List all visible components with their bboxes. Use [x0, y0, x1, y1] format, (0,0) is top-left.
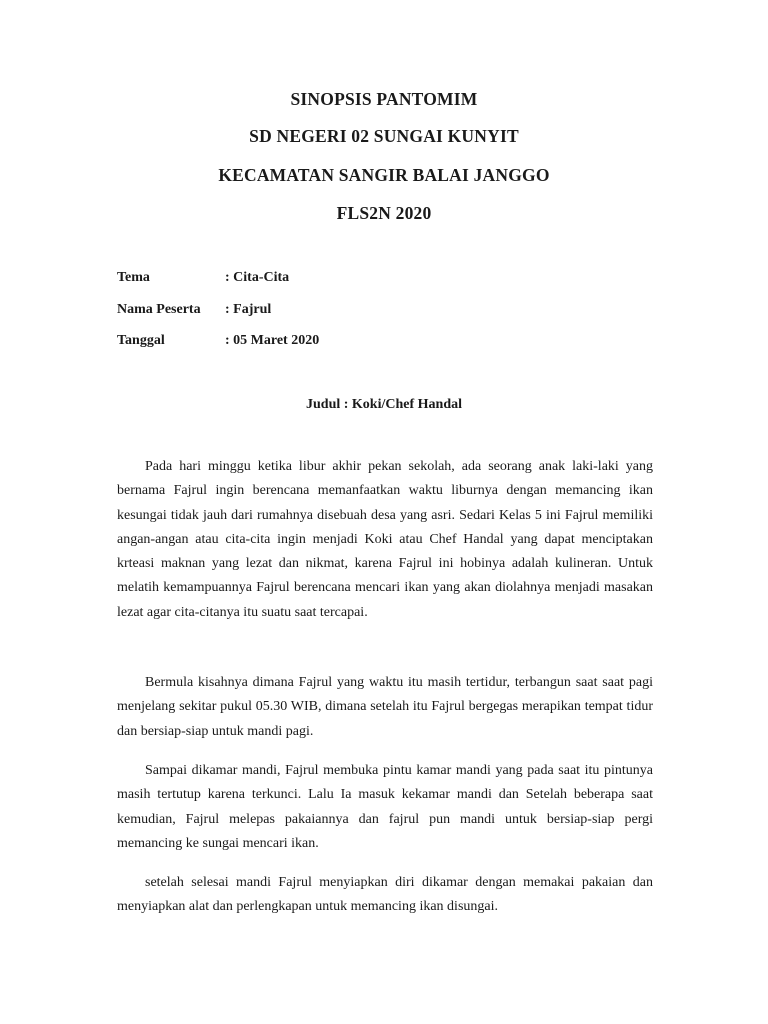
meta-label: Tanggal [117, 333, 165, 348]
meta-row-nama-peserta [117, 302, 271, 318]
meta-value: : 05 Maret 2020 [225, 333, 320, 348]
paragraph-2: Bermula kisahnya dimana Fajrul yang waktu itu masih tertidur, terbangun saat saat pagi menjelang sekitar pukul 05.30 WIB, dimana setelah itu Fajrul bergegas merapikan tempat tidur dan bersiap-siap untuk mandi pagi. [117, 675, 653, 739]
meta-row-tanggal [117, 333, 319, 349]
paragraph-4: setelah selesai mandi Fajrul menyiapkan diri dikamar dengan memakai pakaian dan menyiapkan alat dan perlengkapan untuk memancing ikan disungai. [117, 875, 653, 915]
title-line-1: SINOPSIS PANTOMIM [290, 89, 478, 109]
meta-row-tema [117, 270, 289, 286]
meta-value: : Cita-Cita [225, 270, 290, 285]
title-line-3: KECAMATAN SANGIR BALAI JANGGO [218, 165, 550, 185]
meta-value: : Fajrul [225, 302, 272, 317]
meta-label: Nama Peserta [117, 302, 201, 317]
meta-label: Tema [117, 270, 150, 285]
story-title: Judul : Koki/Chef Handal [306, 397, 462, 412]
paragraph-1: Pada hari minggu ketika libur akhir pekan sekolah, ada seorang anak laki-laki yang bernama Fajrul ingin berencana memanfaatkan waktu liburnya dengan memancing ikan kesungai tidak jauh dari rumahnya disebuah desa yang asri. Sedari Kelas 5 ini Fajrul memiliki angan-angan atau cita-cita ingin menjadi Koki atau Chef Handal yang dapat menciptakan krteasi maknan yang lezat dan nikmat, karena Fajrul ini hobinya adalah kulineran. Untuk melatih kemampuannya Fajrul berencana mencari ikan yang akan diolahnya menjadi masakan lezat agar cita-citanya itu suatu saat tercapai. [117, 459, 653, 620]
paragraph-3: Sampai dikamar mandi, Fajrul membuka pintu kamar mandi yang pada saat itu pintunya masih tertutup karena terkunci. Lalu Ia masuk kekamar mandi dan Setelah beberapa saat kemudian, Fajrul melepas pakaiannya dan fajrul pun mandi untuk bersiap-siap pergi memancing ke sungai mencari ikan. [117, 763, 653, 851]
title-line-4: FLS2N 2020 [336, 203, 432, 223]
title-line-2: SD NEGERI 02 SUNGAI KUNYIT [249, 126, 519, 146]
